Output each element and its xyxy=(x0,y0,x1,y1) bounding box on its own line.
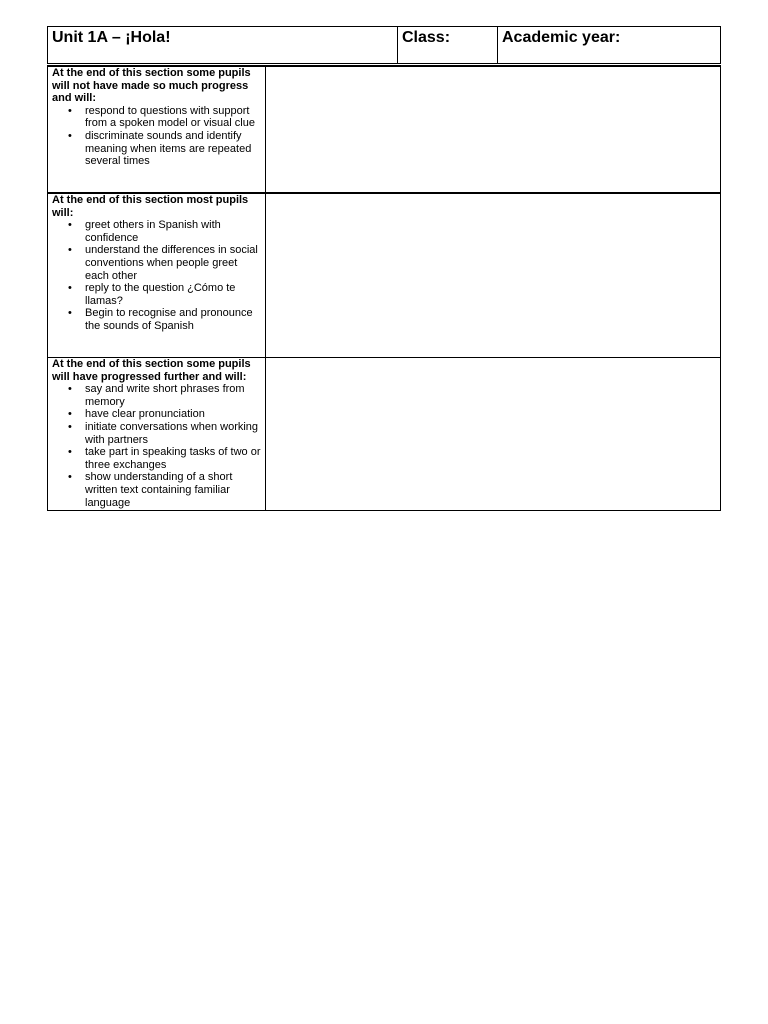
table-row xyxy=(48,67,720,194)
list-item-text: discriminate sounds and identify meaning when items are repeated several times xyxy=(85,129,252,168)
row-heading: At the end of this section some pupils will have progressed further and will: xyxy=(52,358,251,383)
list-item-text: initiate conversations when working with partners xyxy=(85,420,259,446)
bullet-icon: • xyxy=(68,307,72,320)
unit-title: Unit 1A – ¡Hola! xyxy=(48,27,398,63)
bullet-icon: • xyxy=(68,129,72,142)
header-table xyxy=(47,26,721,64)
notes-cell xyxy=(266,194,720,357)
notes-cell xyxy=(266,67,720,192)
list-item-text: show understanding of a short written text containing familiar language xyxy=(85,471,233,509)
list-item xyxy=(52,282,261,307)
bullet-icon: • xyxy=(68,408,72,421)
table-row xyxy=(48,358,720,510)
list-item-text: respond to questions with support from a spoken model or visual clue xyxy=(85,104,255,130)
list-item xyxy=(52,244,261,282)
outcome-cell-less-progress xyxy=(48,67,266,192)
bullet-icon: • xyxy=(68,383,72,396)
bullet-icon: • xyxy=(68,244,72,257)
outcomes-table xyxy=(47,65,721,511)
list-item xyxy=(52,105,261,130)
bullet-icon: • xyxy=(68,282,72,295)
list-item-text: understand the differences in social conventions when people greet each other xyxy=(85,244,258,282)
list-item-text: reply to the question ¿Cómo te llamas? xyxy=(85,282,236,307)
bullet-icon: • xyxy=(68,446,72,459)
list-item xyxy=(52,408,261,421)
list-item xyxy=(52,383,261,408)
bullet-list xyxy=(52,105,261,168)
bullet-icon: • xyxy=(68,420,72,433)
outcome-cell-further-progress xyxy=(48,358,266,510)
list-item-text: have clear pronunciation xyxy=(85,408,205,421)
list-item xyxy=(52,446,261,471)
table-row xyxy=(48,194,720,358)
list-item-text: Begin to recognise and pronounce the sounds of Spanish xyxy=(85,307,253,332)
list-item xyxy=(52,307,261,332)
list-item-text: say and write short phrases from memory xyxy=(85,383,245,408)
list-item xyxy=(52,130,261,168)
row-heading: At the end of this section some pupils will not have made so much progress and will: xyxy=(52,67,251,105)
bullet-icon: • xyxy=(68,219,72,232)
list-item-text: greet others in Spanish with confidence xyxy=(85,219,221,244)
bullet-list xyxy=(52,383,261,509)
notes-cell xyxy=(266,358,720,510)
list-item xyxy=(52,219,261,244)
list-item-text: take part in speaking tasks of two or three exchanges xyxy=(85,446,261,471)
row-heading: At the end of this section most pupils will: xyxy=(52,194,249,219)
academic-year-label: Academic year: xyxy=(502,29,621,46)
bullet-list xyxy=(52,219,261,332)
class-label: Class: xyxy=(398,27,498,63)
outcome-cell-most-pupils xyxy=(48,194,266,357)
list-item xyxy=(52,471,261,509)
bullet-icon: • xyxy=(68,104,72,117)
list-item xyxy=(52,421,261,446)
bullet-icon: • xyxy=(68,471,72,484)
